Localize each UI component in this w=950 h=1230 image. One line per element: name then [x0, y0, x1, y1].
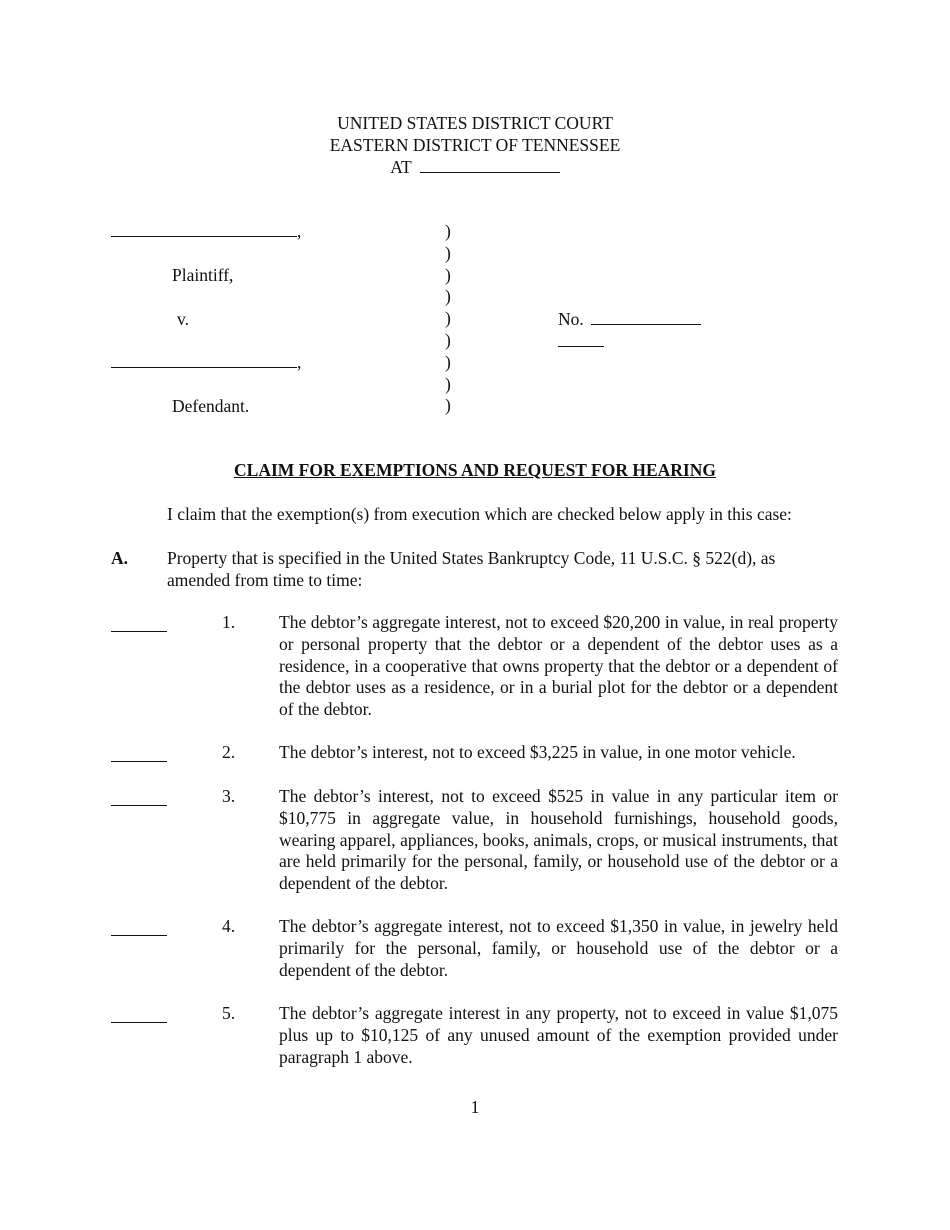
exemption-1-number: 1.: [222, 612, 236, 632]
court-location: [0, 157, 950, 178]
exemption-4-number: 4.: [222, 916, 236, 936]
exemption-1-checkbox-blank[interactable]: [111, 631, 167, 632]
section-a-label: A.: [111, 548, 129, 568]
case-number-blank-continued: [558, 346, 604, 347]
document-title: CLAIM FOR EXEMPTIONS AND REQUEST FOR HEARING: [234, 460, 716, 480]
caption-paren-column: ) ) ) ) ) ) ) ) ): [445, 221, 451, 416]
case-number-blank: [591, 323, 701, 325]
exemption-3-text: The debtor’s interest, not to exceed $525 in value in any particular item or $10,775 in aggregate value, in household furnishings, household goods, wearing apparel, appliances, books, animals, crops, or musical instruments, that are held primarily for the personal, family, or household use of the debtor or a dependent of the debtor.: [279, 786, 838, 894]
defendant-name-blank: [111, 366, 297, 368]
versus-label: v.: [177, 309, 189, 329]
case-number-label: No.: [558, 309, 584, 329]
at-label: AT: [390, 157, 412, 177]
exemption-3-checkbox-blank[interactable]: [111, 805, 167, 806]
section-a-text-line-2: amended from time to time:: [167, 569, 363, 590]
exemption-5-number: 5.: [222, 1003, 236, 1023]
exemption-5-checkbox-blank[interactable]: [111, 1022, 167, 1023]
defendant-name-line: [111, 352, 301, 373]
exemption-5-text: The debtor’s aggregate interest in any property, not to exceed in value $1,075 plus up to $10,125 of any unused amount of the exemption provided under paragraph 1 above.: [279, 1003, 838, 1067]
section-a-text-line-1: Property that is specified in the United States Bankruptcy Code, 11 U.S.C. § 522(d), as: [167, 548, 776, 568]
plaintiff-comma: ,: [297, 221, 302, 241]
exemption-3-number: 3.: [222, 786, 236, 806]
section-a-text: [167, 548, 775, 592]
defendant-comma: ,: [297, 352, 302, 372]
exemption-2-checkbox-blank[interactable]: [111, 761, 167, 762]
court-district: EASTERN DISTRICT OF TENNESSEE: [329, 135, 621, 155]
case-number-line: [558, 309, 701, 330]
plaintiff-label: Plaintiff,: [172, 265, 234, 285]
intro-statement: I claim that the exemption(s) from execution which are checked below apply in this case:: [167, 504, 792, 524]
location-blank: [420, 171, 560, 173]
page-number: 1: [470, 1097, 480, 1117]
exemption-4-checkbox-blank[interactable]: [111, 935, 167, 936]
exemption-1-text: The debtor’s aggregate interest, not to exceed $20,200 in value, in real property or personal property that the debtor or a dependent of the debtor uses as a residence, in a cooperative that owns property that the debtor or a dependent of the debtor uses as a residence, or in a burial plot for the debtor or a dependent of the debtor.: [279, 612, 838, 720]
defendant-label: Defendant.: [172, 396, 250, 416]
plaintiff-name-blank: [111, 235, 297, 237]
court-name: UNITED STATES DISTRICT COURT: [337, 113, 613, 133]
exemption-4-text: The debtor’s aggregate interest, not to exceed $1,350 in value, in jewelry held primarily for the personal, family, or household use of the debtor or a dependent of the debtor.: [279, 916, 838, 980]
exemption-2-number: 2.: [222, 742, 236, 762]
exemption-2-text: The debtor’s interest, not to exceed $3,225 in value, in one motor vehicle.: [279, 742, 796, 762]
plaintiff-name-line: [111, 221, 301, 242]
